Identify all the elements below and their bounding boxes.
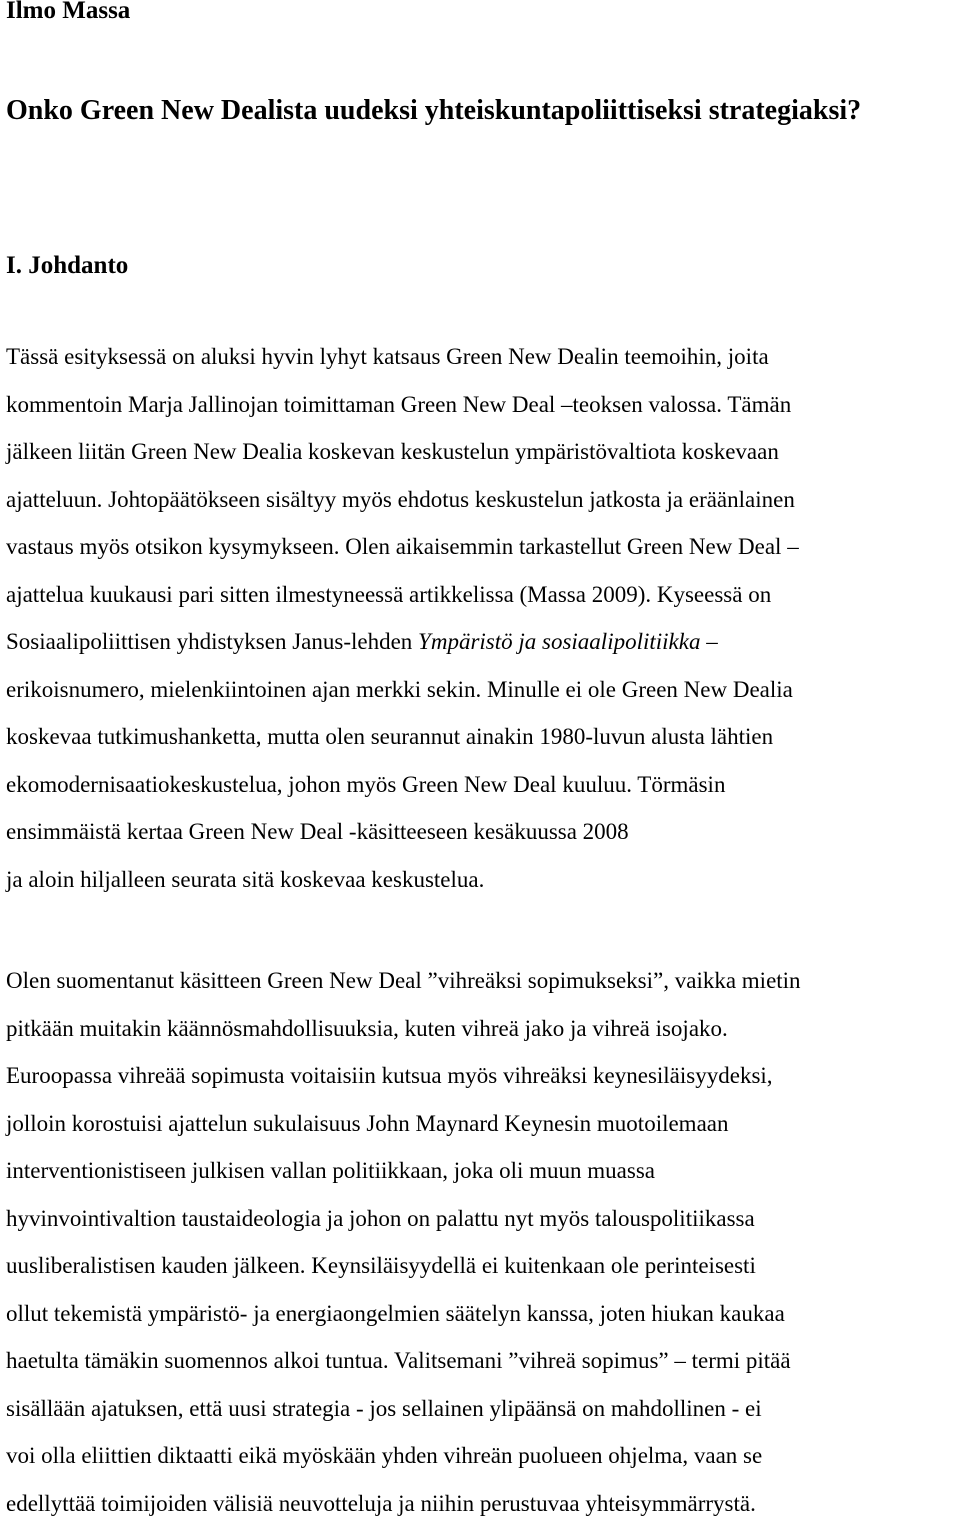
text-line: voi olla eliittien diktaatti eikä myöskään yhden vihreän puolueen ohjelma, vaan se bbox=[6, 1432, 960, 1480]
text-line: interventionistiseen julkisen vallan politiikkaan, joka oli muun muassa bbox=[6, 1147, 960, 1195]
text-line: jolloin korostuisi ajattelun sukulaisuus John Maynard Keynesin muotoilemaan bbox=[6, 1100, 960, 1148]
text-line: ollut tekemistä ympäristö- ja energiaongelmien säätelyn kanssa, joten hiukan kaukaa bbox=[6, 1290, 960, 1338]
text-line: vastaus myös otsikon kysymykseen. Olen aikaisemmin tarkastellut Green New Deal – bbox=[6, 523, 960, 571]
text-line: pitkään muitakin käännösmahdollisuuksia, kuten vihreä jako ja vihreä isojako. bbox=[6, 1005, 960, 1053]
text-line bbox=[6, 618, 960, 666]
paragraph-translation bbox=[6, 957, 960, 1527]
text-line: uusliberalistisen kauden jälkeen. Keynsiläisyydellä ei kuitenkaan ole perinteisesti bbox=[6, 1242, 960, 1290]
text-line: haetulta tämäkin suomennos alkoi tuntua. Valitsemani ”vihreä sopimus” – termi pitää bbox=[6, 1337, 960, 1385]
text-line: ensimmäistä kertaa Green New Deal -käsitteeseen kesäkuussa 2008 bbox=[6, 808, 960, 856]
paragraph-intro bbox=[6, 333, 960, 903]
text-line: Tässä esityksessä on aluksi hyvin lyhyt katsaus Green New Dealin teemoihin, joita bbox=[6, 333, 960, 381]
author-name: Ilmo Massa bbox=[6, 0, 130, 26]
text-line: ekomodernisaatiokeskustelua, johon myös Green New Deal kuuluu. Törmäsin bbox=[6, 761, 960, 809]
section-heading: I. Johdanto bbox=[6, 246, 128, 286]
italic-publication-title: Ympäristö ja sosiaalipolitiikka bbox=[418, 629, 700, 654]
text-line: edellyttää toimijoiden välisiä neuvotteluja ja niihin perustuvaa yhteisymmärrystä. bbox=[6, 1480, 960, 1527]
text-line: hyvinvointivaltion taustaideologia ja johon on palattu nyt myös talouspolitiikassa bbox=[6, 1195, 960, 1243]
text-fragment: Sosiaalipoliittisen yhdistyksen Janus-lehden bbox=[6, 629, 418, 654]
text-line: ja aloin hiljalleen seurata sitä koskevaa keskustelua. bbox=[6, 856, 960, 904]
text-line: Olen suomentanut käsitteen Green New Deal ”vihreäksi sopimukseksi”, vaikka mietin bbox=[6, 957, 960, 1005]
text-line: Euroopassa vihreää sopimusta voitaisiin kutsua myös vihreäksi keynesiläisyydeksi, bbox=[6, 1052, 960, 1100]
text-line: koskevaa tutkimushanketta, mutta olen seurannut ainakin 1980-luvun alusta lähtien bbox=[6, 713, 960, 761]
text-line: erikoisnumero, mielenkiintoinen ajan merkki sekin. Minulle ei ole Green New Dealia bbox=[6, 666, 960, 714]
document-title: Onko Green New Dealista uudeksi yhteiskuntapoliittiseksi strategiaksi? bbox=[6, 84, 946, 138]
text-line: kommentoin Marja Jallinojan toimittaman Green New Deal –teoksen valossa. Tämän bbox=[6, 381, 960, 429]
text-fragment: – bbox=[700, 629, 717, 654]
text-line: jälkeen liitän Green New Dealia koskevan keskustelun ympäristövaltiota koskevaan bbox=[6, 428, 960, 476]
text-line: ajatteluun. Johtopäätökseen sisältyy myös ehdotus keskustelun jatkosta ja eräänlainen bbox=[6, 476, 960, 524]
text-line: sisällään ajatuksen, että uusi strategia - jos sellainen ylipäänsä on mahdollinen - ei bbox=[6, 1385, 960, 1433]
text-line: ajattelua kuukausi pari sitten ilmestyneessä artikkelissa (Massa 2009). Kyseessä on bbox=[6, 571, 960, 619]
